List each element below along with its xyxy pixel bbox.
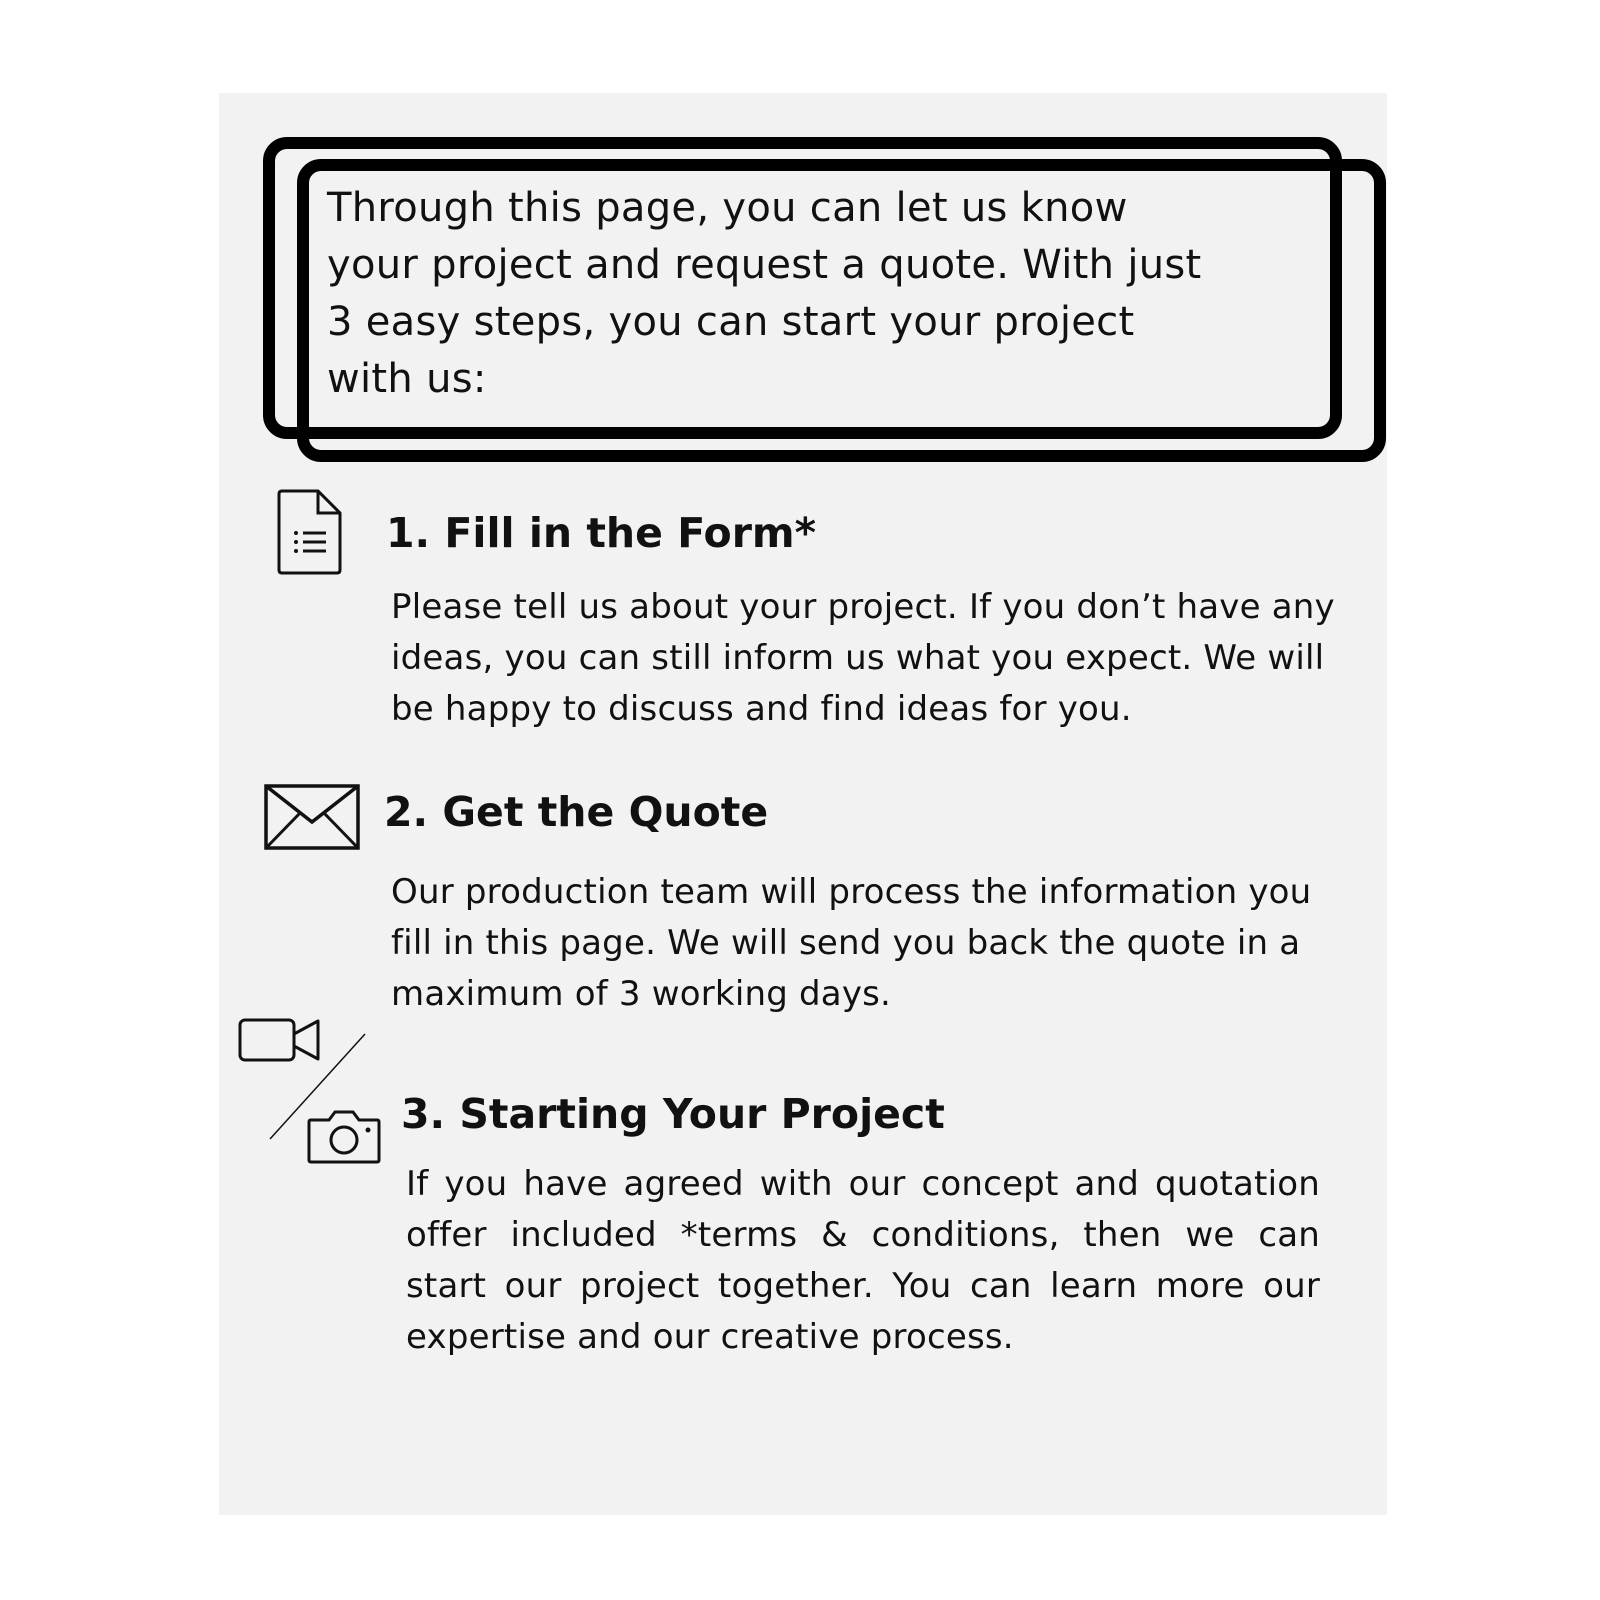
step-2-body: Our production team will process the information you fill in this page. We will send you back the quote in a maximum of 3 working days. bbox=[391, 872, 1312, 1014]
photo-camera-icon bbox=[307, 1108, 381, 1164]
document-list-icon bbox=[276, 488, 344, 576]
step-1-title: 1. Fill in the Form* bbox=[386, 509, 817, 557]
intro-text: Through this page, you can let us know your project and request a quote. With just 3 easy steps, you can start your project with us: bbox=[327, 185, 1202, 402]
step-1-body: Please tell us about your project. If you don’t have any ideas, you can still inform us what you expect. We will be happy to discuss and find ideas for you. bbox=[391, 587, 1335, 729]
step-3-title: 3. Starting Your Project bbox=[401, 1090, 945, 1138]
step-2-title: 2. Get the Quote bbox=[384, 788, 769, 836]
envelope-icon bbox=[264, 784, 360, 850]
step-3-body: If you have agreed with our concept and quotation offer included *terms & conditions, then we can start our project together. You can learn more our expertise and our creative process. bbox=[406, 1164, 1320, 1357]
